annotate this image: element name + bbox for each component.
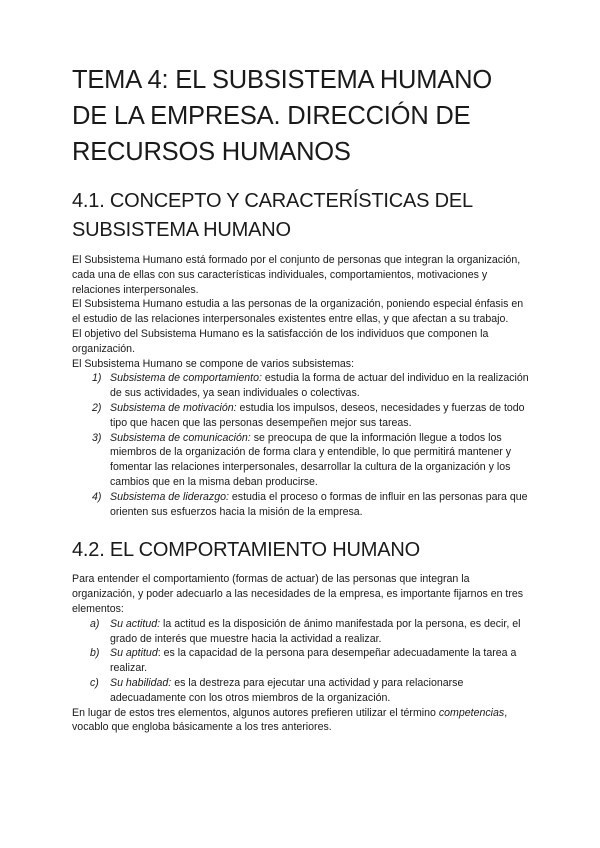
list-term: Su actitud: <box>110 617 161 630</box>
closing-term: competencias <box>438 706 505 719</box>
list-number: 1) <box>92 372 102 385</box>
list-term: Su aptitud <box>110 647 158 660</box>
elements-list <box>72 617 532 706</box>
list-term: Su habilidad: <box>110 676 172 689</box>
paragraph: El objetivo del Subsistema Humano es la satisfacción de los individuos que componen la organización. <box>72 327 489 355</box>
list-item <box>72 646 532 676</box>
document-title: TEMA 4: EL SUBSISTEMA HUMANO DE LA EMPRESA. DIRECCIÓN DE RECURSOS HUMANOS <box>72 66 492 166</box>
list-item <box>72 676 532 706</box>
list-term: Subsistema de comunicación: <box>110 431 251 444</box>
list-number: 2) <box>92 401 102 414</box>
closing-paragraph <box>72 706 532 736</box>
list-text: estudia la forma de actuar del individuo en la realización de sus actividades, ya sean individuales o colectivas. <box>110 372 529 400</box>
list-text: estudia los impulsos, deseos, necesidades y fuerzas de todo tipo que hacen que las personas desempeñen mejor sus tareas. <box>110 401 525 429</box>
section-heading-4-2: 4.2. EL COMPORTAMIENTO HUMANO <box>72 539 420 562</box>
paragraph: Para entender el comportamiento (formas de actuar) de las personas que integran la organización, y poder adecuarlo a las necesidades de la empresa, es importante fijarnos en tres elementos: <box>72 573 524 615</box>
list-text: estudia el proceso o formas de influir en las personas para que orienten sus esfuerzos hacia la misión de la empresa. <box>110 490 528 518</box>
section-4-1-body <box>72 253 532 519</box>
list-item <box>72 371 532 401</box>
list-text: : es la capacidad de la persona para desempeñar adecuadamente la tarea a realizar. <box>110 647 517 675</box>
list-item <box>72 431 532 490</box>
list-item <box>72 401 532 431</box>
list-term: Subsistema de liderazgo: <box>110 490 229 503</box>
list-number: 3) <box>92 431 102 444</box>
list-letter: a) <box>90 617 100 630</box>
list-number: 4) <box>92 490 102 503</box>
section-heading-4-1: 4.1. CONCEPTO Y CARACTERÍSTICAS DEL SUBSISTEMA HUMANO <box>72 190 473 241</box>
closing-text-end: , vocablo que engloba básicamente a los tres anteriores. <box>72 706 508 734</box>
list-term: Subsistema de motivación: <box>110 401 237 414</box>
list-text: la actitud es la disposición de ánimo manifestada por la persona, es decir, el grado de interés que muestre hacia la actividad a realizar. <box>110 617 521 645</box>
paragraph: El Subsistema Humano estudia a las personas de la organización, poniendo especial énfasis en el estudio de las relaciones interpersonales existentes entre ellas, y que afectan a su trabajo. <box>72 298 524 326</box>
list-item <box>72 490 532 520</box>
list-letter: c) <box>90 676 99 689</box>
list-item <box>72 617 532 647</box>
list-letter: b) <box>90 647 100 660</box>
list-term: Subsistema de comportamiento: <box>110 372 262 385</box>
section-4-2-body <box>72 572 532 735</box>
subsystems-list <box>72 371 532 519</box>
closing-text: En lugar de estos tres elementos, algunos autores prefieren utilizar el término <box>72 706 439 719</box>
list-text: se preocupa de que la información llegue a todos los miembros de la organización de forma clara y entendible, lo que permitirá mantener y fomentar las relaciones interpersonales, desarrollar la cultura de la organización y los cambios que en la misma deban producirse. <box>110 431 512 488</box>
paragraph: El Subsistema Humano se compone de varios subsistemas: <box>72 357 355 370</box>
document-page <box>72 62 532 735</box>
list-text: es la destreza para ejecutar una actividad y para relacionarse adecuadamente con los otros miembros de la organización. <box>110 676 464 704</box>
paragraph: El Subsistema Humano está formado por el conjunto de personas que integran la organización, cada una de ellas con sus características individuales, comportamientos, motivaciones y relaciones interpersonales. <box>72 254 521 296</box>
